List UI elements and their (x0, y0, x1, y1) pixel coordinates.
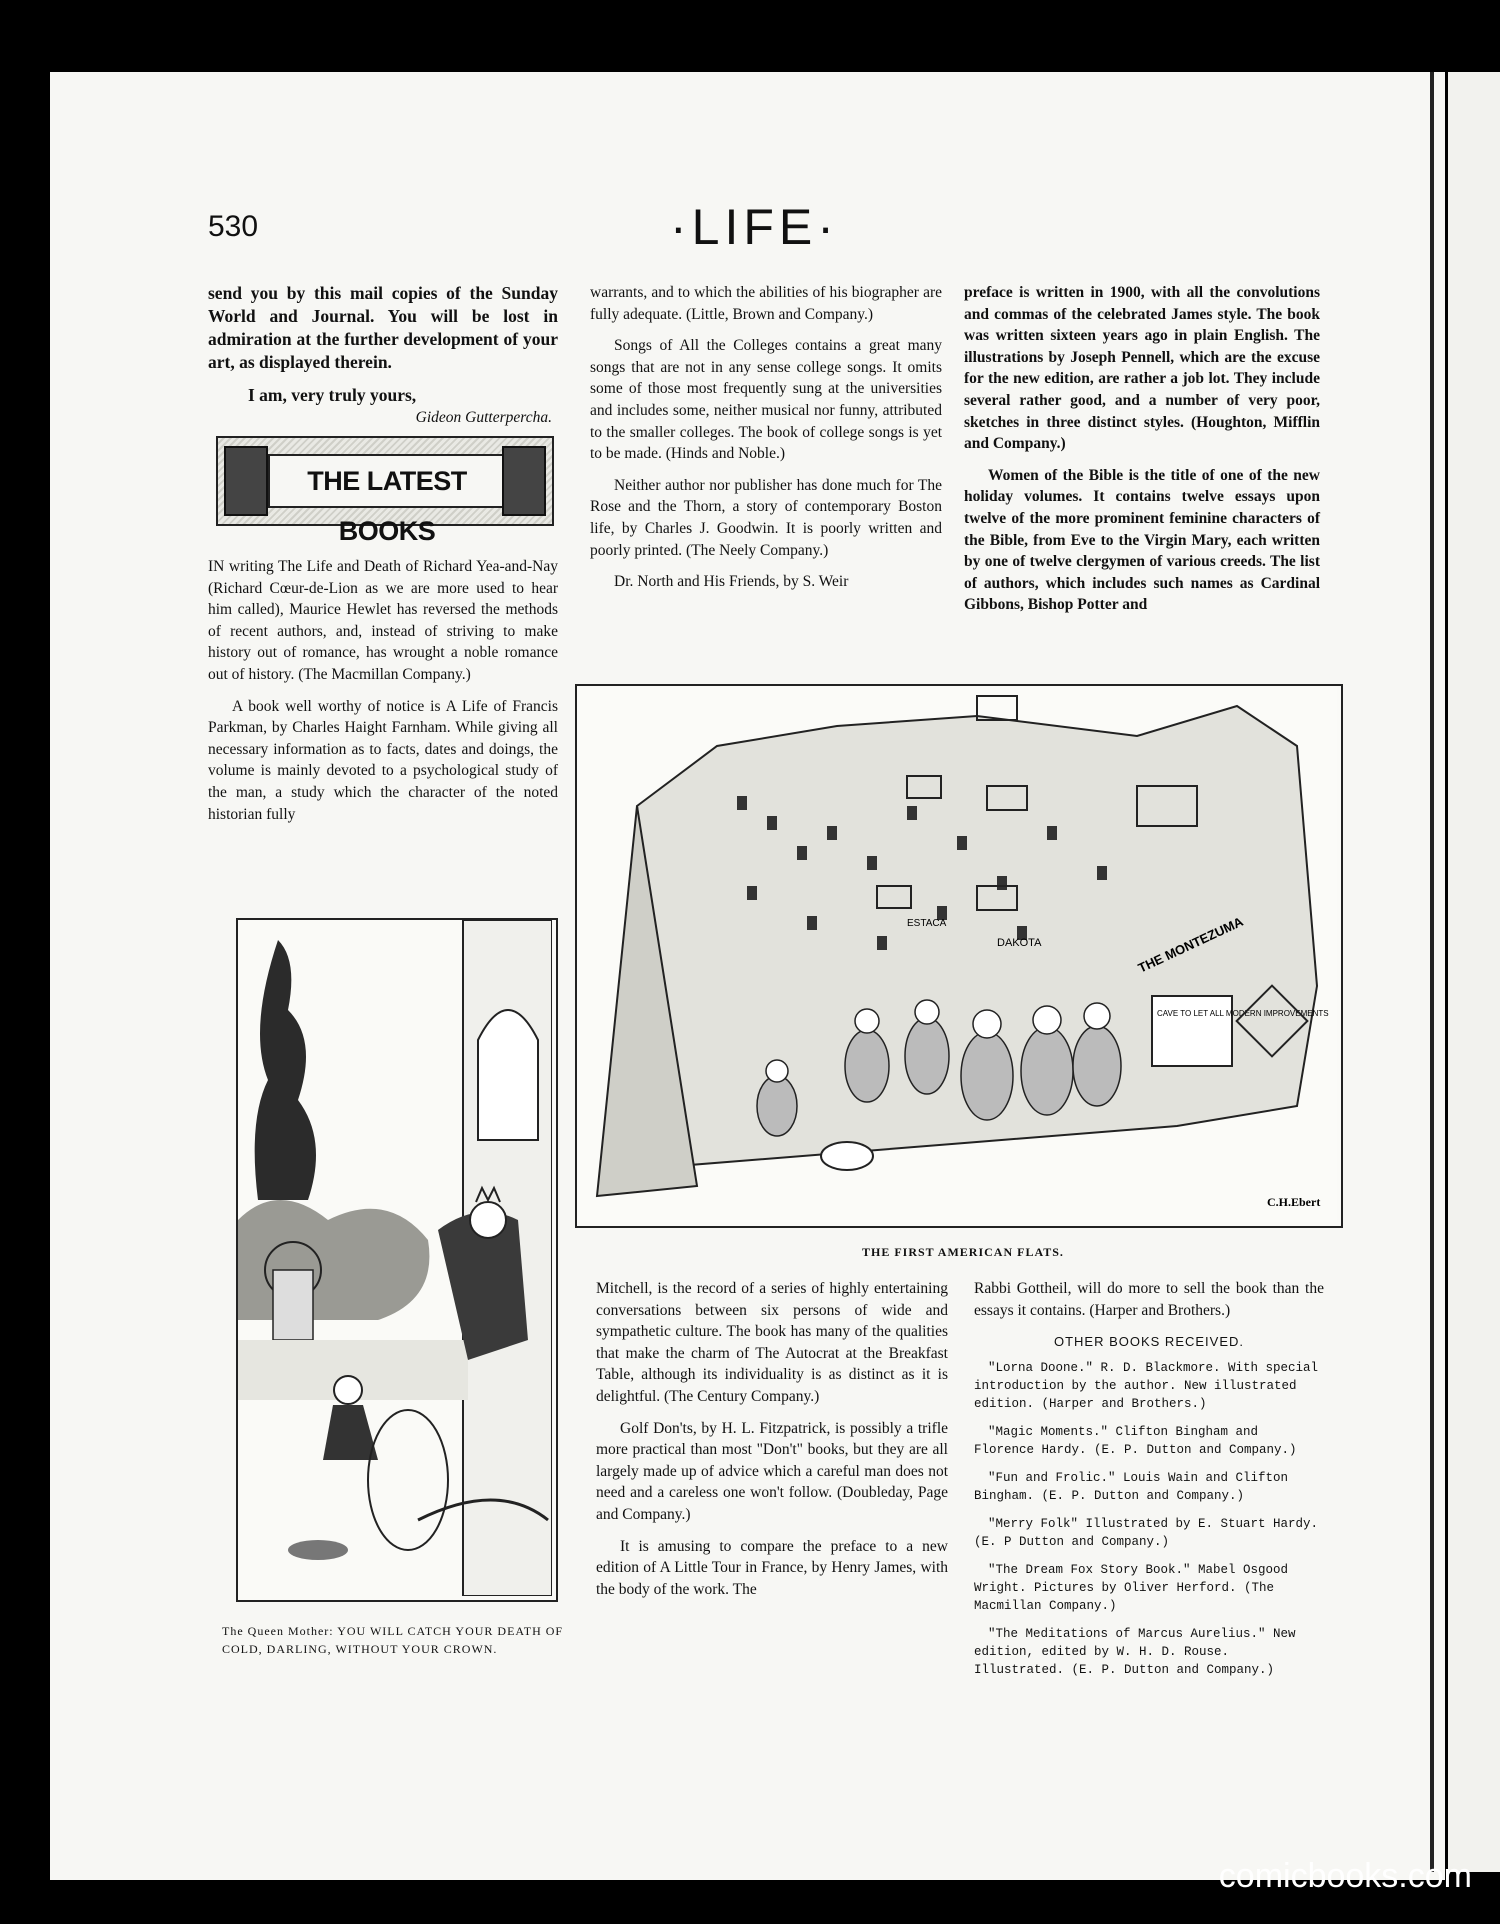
review-paragraph: Golf Don'ts, by H. L. Fitzpatrick, is possibly a trifle more practical than most "Don't" books, but they are all largely made up of advice which a careful man does not need and a careless one won't follow. (Doubleday, Page and Company.) (596, 1419, 948, 1523)
artist-signature: C.H.Ebert (1267, 1195, 1321, 1209)
next-page-edge (1448, 72, 1500, 1872)
other-book-entry: "Merry Folk" Illustrated by E. Stuart Hardy. (E. P Dutton and Company.) (974, 1516, 1319, 1549)
other-book-entry: "Lorna Doone." R. D. Blackmore. With special introduction by the author. New illustrated edition. (Harper and Brothers.) (974, 1360, 1319, 1411)
review-paragraph: IN writing The Life and Death of Richard Yea-and-Nay (Richard Cœur-de-Lion as we are more used to hear him called), Maurice Hewlet has reversed the methods of recent authors, and, instead of striving to make history out of romance, has wrought a noble romance out of history. (The Macmillan Company.) (208, 558, 558, 683)
page-number: 530 (208, 210, 259, 243)
column-3-bottom (974, 1278, 1324, 1689)
other-book-entry: "Magic Moments." Clifton Bingham and Florence Hardy. (E. P. Dutton and Company.) (974, 1424, 1297, 1457)
cliff-dwellings-drawing (577, 686, 1337, 1222)
queen-mother-caption: The Queen Mother: YOU WILL CATCH YOUR DEATH OF COLD, DARLING, WITHOUT YOUR CROWN. (222, 1624, 564, 1656)
column-1-top (208, 282, 558, 439)
page-spine (1430, 72, 1434, 1872)
review-paragraph: It is amusing to compare the preface to a new edition of A Little Tour in France, by Henry James, with the body of the work. The (596, 1537, 948, 1598)
review-paragraph: preface is written in 1900, with all the convolutions and commas of the celebrated James style. The book was written sixteen years ago in plain English. The illustrations by Joseph Pennell, which are the excuse for the new edition, are rather a job lot. They include several rather good, and a number of very poor, sketches in three distinct styles. (Houghton, Mifflin and Company.) (964, 284, 1320, 453)
review-paragraph: Women of the Bible is the title of one of the new holiday volumes. It contains twelve essays upon twelve of the more prominent feminine characters of the Bible, from Eve to the Virgin Mary, each written by one of twelve clergymen of various creeds. The list of authors, which includes such names as Cardinal Gibbons, Bishop Potter and (964, 466, 1320, 614)
review-paragraph: Dr. North and His Friends, by S. Weir (614, 573, 849, 591)
sign-cave-to-let: CAVE TO LET ALL MODERN IMPROVEMENTS (1157, 1009, 1329, 1018)
review-paragraph: warrants, and to which the abilities of his biographer are fully adequate. (Little, Brown and Company.) (590, 284, 942, 323)
column-1-reviews (208, 556, 558, 835)
other-book-entry: "Fun and Frolic." Louis Wain and Clifton Bingham. (E. P. Dutton and Company.) (974, 1470, 1289, 1503)
queen-mother-illustration (236, 918, 558, 1602)
other-books-heading: OTHER BOOKS RECEIVED. (1053, 1334, 1245, 1350)
sign-montezuma: THE MONTEZUMA (1135, 913, 1246, 976)
banner-title: THE LATEST BOOKS (268, 454, 506, 508)
sign-estaca: ESTACA (907, 918, 947, 929)
column-2-top (590, 282, 942, 603)
other-book-entry: "The Dream Fox Story Book." Mabel Osgood Wright. Pictures by Oliver Herford. (The Macmillan Company.) (974, 1562, 1289, 1613)
first-american-flats-illustration (575, 684, 1343, 1228)
illustration-caption: THE FIRST AMERICAN FLATS. (862, 1245, 1064, 1259)
watermark: comicbooks.com (1218, 1857, 1472, 1895)
other-book-entry: "The Meditations of Marcus Aurelius." New edition, edited by W. H. D. Rouse. Illustrated. (E. P. Dutton and Company.) (974, 1626, 1296, 1677)
letter-closing: I am, very truly yours, (248, 385, 417, 405)
masthead-title: ·LIFE· (670, 199, 839, 255)
letter-signature: Gideon Gutterpercha. (415, 409, 552, 426)
book-box-left-icon (224, 446, 268, 516)
column-2-bottom (596, 1278, 948, 1610)
latest-books-banner (216, 436, 554, 546)
review-paragraph: Neither author nor publisher has done much for The Rose and the Thorn, a story of contemporary Boston life, by Charles J. Goodwin. It is poorly written and poorly printed. (The Neely Company.) (590, 476, 942, 559)
book-box-right-icon (502, 446, 546, 516)
review-paragraph: Mitchell, is the record of a series of highly entertaining conversations between six persons of wide and sympathetic culture. The book has many of the qualities that make the charm of The Autocrat at the Breakfast Table, although its individuality is as distinct as it is delightful. (The Century Company.) (596, 1280, 948, 1405)
review-paragraph: Songs of All the Colleges contains a great many songs that are not in any sense college songs. It omits some of those most frequently sung at the universities and includes some, neither musical nor funny, attributed to the smaller colleges. The book of college songs is yet to be made. (Hinds and Noble.) (590, 337, 942, 463)
column-3-top (964, 282, 1320, 626)
sign-dakota: DAKOTA (997, 937, 1042, 949)
review-paragraph: A book well worthy of notice is A Life of Francis Parkman, by Charles Haight Farnham. While giving all necessary information as to facts, dates and doings, the volume is mainly devoted to a psychological study of the man, a study which the character of the noted historian fully (208, 697, 558, 823)
review-paragraph: Rabbi Gottheil, will do more to sell the book than the essays it contains. (Harper and Brothers.) (974, 1280, 1324, 1319)
queen-mother-drawing (238, 920, 552, 1596)
letter-ending: send you by this mail copies of the Sunday World and Journal. You will be lost in admiration at the further development of your art, as displayed therein. (208, 283, 558, 372)
